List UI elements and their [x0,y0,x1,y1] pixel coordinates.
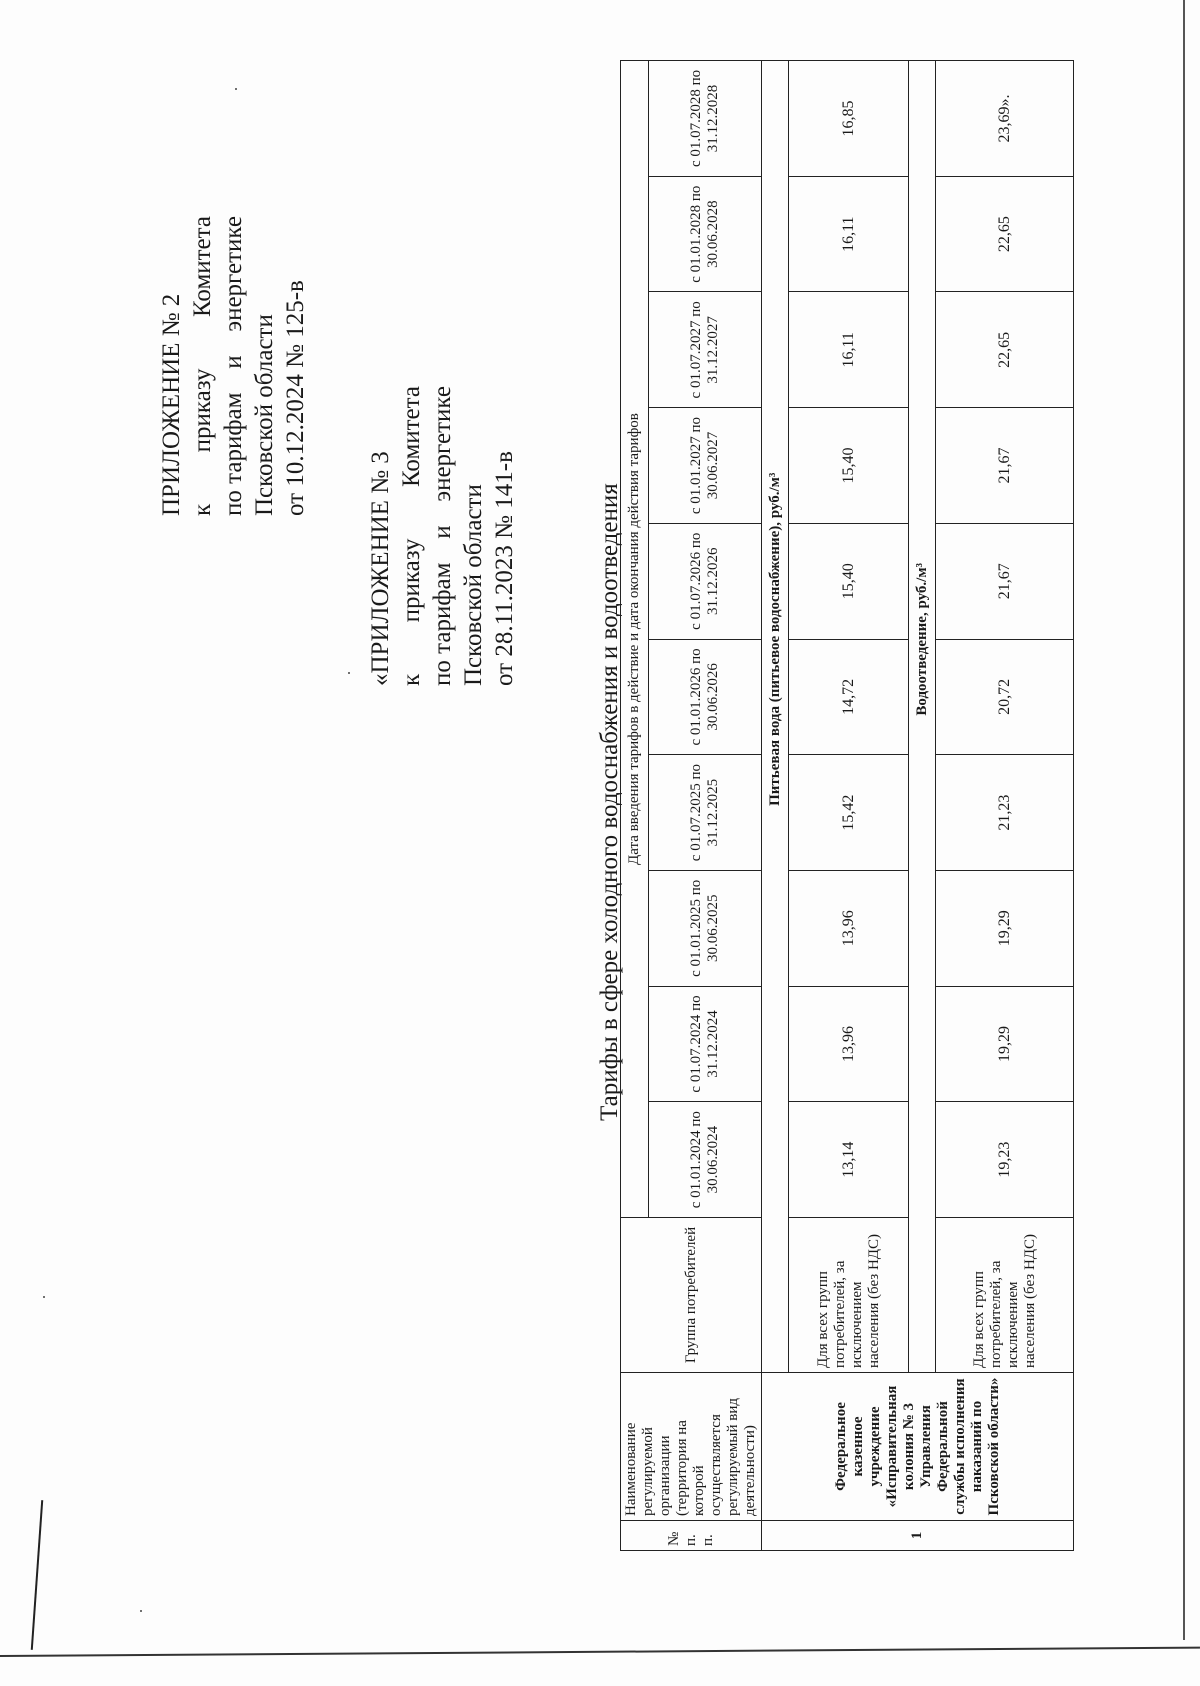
period-header-cell: с 01.01.2026 по 30.06.2026 [649,639,762,755]
appendix-text: по тарифам [220,392,247,516]
period-header-cell: с 01.01.2024 по 30.06.2024 [649,1102,762,1218]
appendix-2-date: от 10.12.2024 № 125-в [282,280,309,516]
appendix-text: энергетике [429,386,456,502]
section-row-sewage [909,61,936,1551]
period-header-cell: с 01.07.2025 по 31.12.2025 [649,755,762,871]
appendix-3-line [427,386,458,686]
header-consumer-group: Группа потребителей [621,1218,762,1373]
appendix-text: приказу [398,538,425,623]
appendix-text: и [429,525,456,539]
appendix-3-date: от 28.11.2023 № 141-в [491,451,518,686]
section-title-sewage: Водоотведение, руб./м³ [909,61,936,1218]
tariff-value: 22,65 [936,292,1074,408]
appendix-text: по тарифам [429,562,456,686]
appendix-text: приказу [189,368,216,453]
section-spacer [909,1218,936,1373]
appendix-text: и [220,355,247,369]
tariff-value: 19,29 [936,986,1074,1102]
header-number: № п. п. [621,1521,762,1551]
table-row [936,61,1074,1551]
tariff-table [620,60,1074,1551]
header-period: Дата введения тарифов в действие и дата окончания действия тарифов [621,61,649,1218]
appendix-text: энергетике [220,216,247,332]
section-title-water: Питьевая вода (питьевое водоснабжение), руб./м³ [762,61,789,1218]
tariff-value: 14,72 [789,639,909,755]
consumer-group-cell: Для всех групп потребителей, за исключением населения (без НДС) [936,1218,1074,1373]
appendix-2-block [156,216,311,516]
appendix-3-block [365,386,520,686]
appendix-text: к [398,673,425,686]
period-header-cell: с 01.01.2025 по 30.06.2025 [649,870,762,986]
appendix-2-line [218,216,249,516]
tariff-value: 15,42 [789,755,909,871]
tariff-value: 22,65 [936,176,1074,292]
tariff-value: 19,29 [936,870,1074,986]
tariff-value: 15,40 [789,523,909,639]
appendix-text: Комитета [189,216,216,318]
period-header-cell: с 01.07.2026 по 31.12.2026 [649,523,762,639]
appendix-2-region: Псковской области [251,314,278,516]
tariff-value: 13,96 [789,986,909,1102]
tariff-value: 21,23 [936,755,1074,871]
section-spacer [762,1218,789,1373]
organization-name: Федеральное казенное учреждение «Исправительная колония № 3 Управления Федеральной службы исполнения наказаний по Псковской области» [762,1373,1074,1521]
tariff-value: 13,14 [789,1102,909,1218]
tariff-value: 20,72 [936,639,1074,755]
tariff-value: 16,11 [789,292,909,408]
period-header-cell: с 01.01.2027 по 30.06.2027 [649,408,762,524]
header-organization: Наименование регулируемой организации (территория на которой осуществляется регулируемый вид деятельности) [621,1373,762,1521]
appendix-3-title: «ПРИЛОЖЕНИЕ № 3 [367,451,394,686]
period-header-cell: с 01.07.2027 по 31.12.2027 [649,292,762,408]
tariff-value: 23,69». [936,61,1074,177]
tariff-value: 21,67 [936,523,1074,639]
row-number: 1 [762,1521,1074,1551]
tariff-value: 15,40 [789,408,909,524]
tariff-value: 16,85 [789,61,909,177]
period-header-cell: с 01.07.2028 по 31.12.2028 [649,61,762,177]
appendix-2-title: ПРИЛОЖЕНИЕ № 2 [158,293,185,516]
appendix-text: к [189,503,216,516]
tariff-value: 21,67 [936,408,1074,524]
appendix-3-region: Псковской области [460,484,487,686]
tariff-value: 13,96 [789,870,909,986]
appendix-3-line [396,386,427,686]
appendix-2-line [187,216,218,516]
tariff-value: 16,11 [789,176,909,292]
document-title: Тарифы в сфере холодного водоснабжения и водоотведения [596,483,623,1121]
table-row [789,61,909,1551]
period-header-cell: с 01.07.2024 по 31.12.2024 [649,986,762,1102]
section-row-water [762,61,789,1551]
period-header-cell: с 01.01.2028 по 30.06.2028 [649,176,762,292]
tariff-value: 19,23 [936,1102,1074,1218]
consumer-group-cell: Для всех групп потребителей, за исключением населения (без НДС) [789,1218,909,1373]
appendix-text: Комитета [398,386,425,488]
